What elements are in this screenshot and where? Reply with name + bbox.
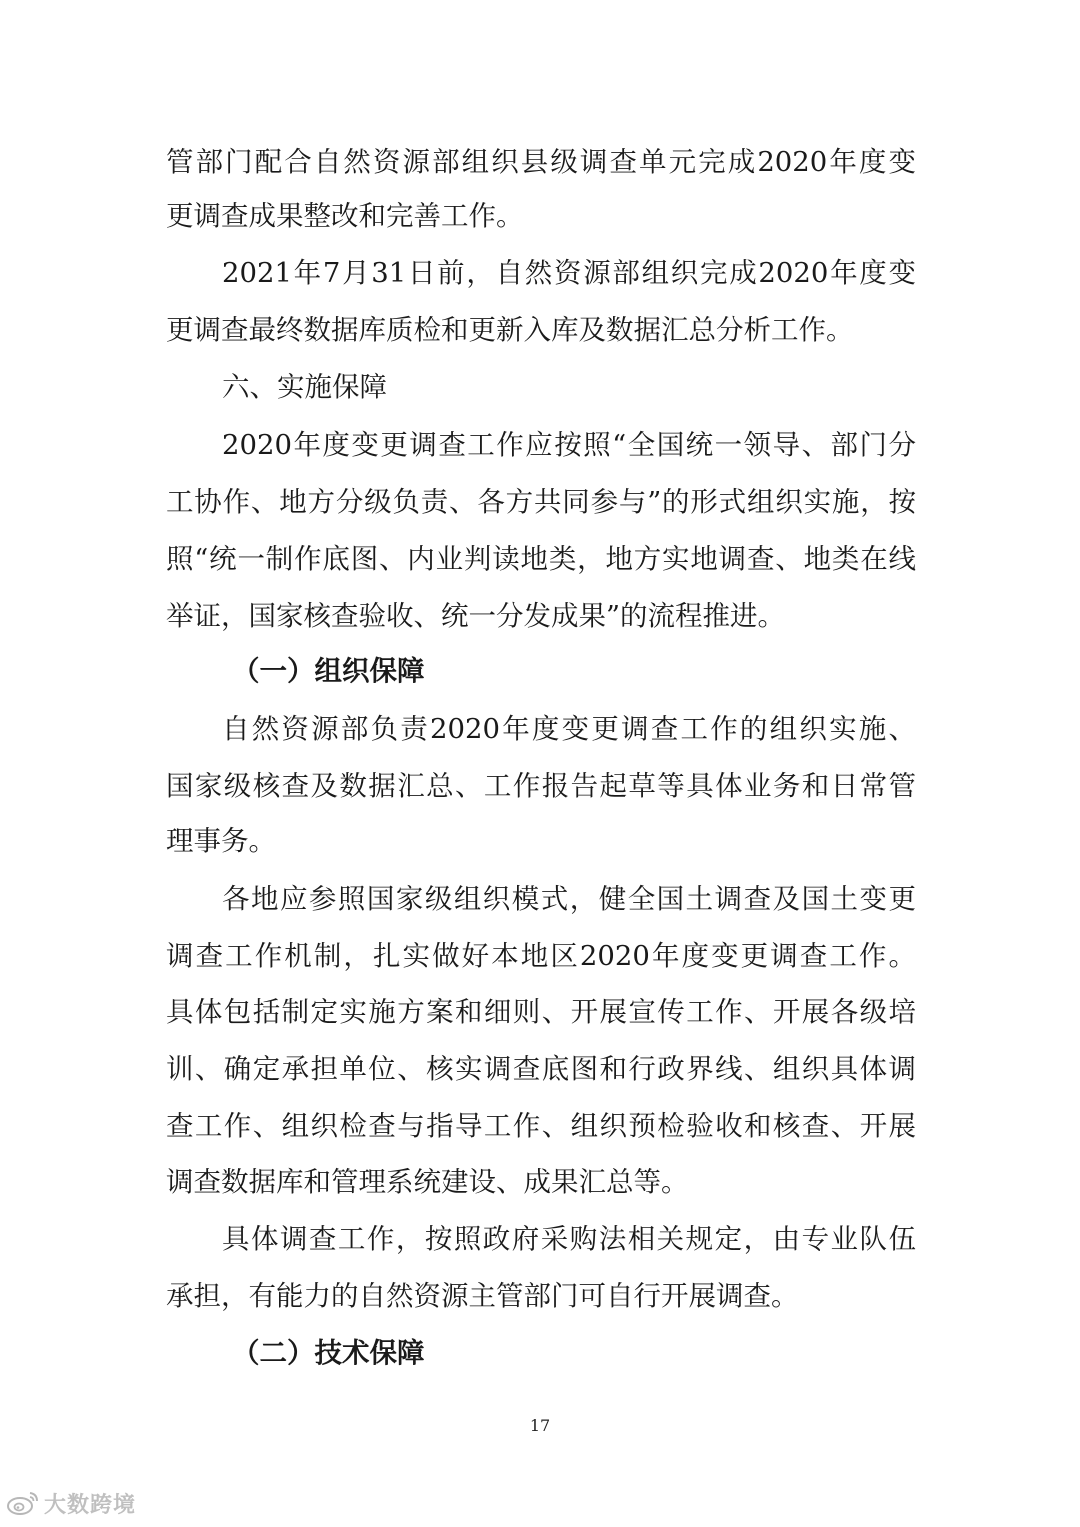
paragraph-line: 2020年度变更调查工作应按照“全国统一领导、部门分 <box>222 429 916 461</box>
paragraph-line: 管部门配合自然资源部组织县级调查单元完成2020年度变 <box>166 146 916 178</box>
paragraph-line: 各地应参照国家级组织模式，健全国土调查及国土变更 <box>222 883 916 915</box>
paragraph-line: 查工作、组织检查与指导工作、组织预检验收和核查、开展 <box>166 1110 916 1142</box>
page-number: 17 <box>529 1416 551 1435</box>
paragraph-line: 具体包括制定实施方案和细则、开展宣传工作、开展各级培 <box>166 996 916 1028</box>
watermark-text: 大数跨境 <box>44 1492 137 1518</box>
watermark <box>6 1485 136 1521</box>
paragraph-line: 举证，国家核查验收、统一分发成果”的流程推进。 <box>166 600 786 632</box>
paragraph-line: 调查数据库和管理系统建设、成果汇总等。 <box>166 1166 689 1198</box>
paragraph-line: 自然资源部负责2020年度变更调查工作的组织实施、 <box>222 713 916 745</box>
paragraph-line: 承担，有能力的自然资源主管部门可自行开展调查。 <box>166 1280 799 1312</box>
paragraph-line: 照“统一制作底图、内业判读地类，地方实地调查、地类在线 <box>166 543 916 575</box>
paragraph-line: 国家级核查及数据汇总、工作报告起草等具体业务和日常管 <box>166 770 916 802</box>
subsection-heading: （二）技术保障 <box>232 1337 425 1369</box>
paragraph-line: 具体调查工作，按照政府采购法相关规定，由专业队伍 <box>222 1223 916 1255</box>
paragraph-line: 调查工作机制，扎实做好本地区2020年度变更调查工作。 <box>166 940 916 972</box>
section-heading: 六、实施保障 <box>222 371 387 403</box>
weibo-logo-icon <box>6 1489 40 1517</box>
subsection-heading: （一）组织保障 <box>232 655 425 687</box>
paragraph-line: 训、确定承担单位、核实调查底图和行政界线、组织具体调 <box>166 1053 916 1085</box>
paragraph-line: 理事务。 <box>166 825 276 857</box>
paragraph-line: 工协作、地方分级负责、各方共同参与”的形式组织实施，按 <box>166 486 916 518</box>
paragraph-line: 更调查成果整改和完善工作。 <box>166 200 524 232</box>
paragraph-line: 更调查最终数据库质检和更新入库及数据汇总分析工作。 <box>166 314 854 346</box>
paragraph-line: 2021年7月31日前，自然资源部组织完成2020年度变 <box>222 257 916 289</box>
